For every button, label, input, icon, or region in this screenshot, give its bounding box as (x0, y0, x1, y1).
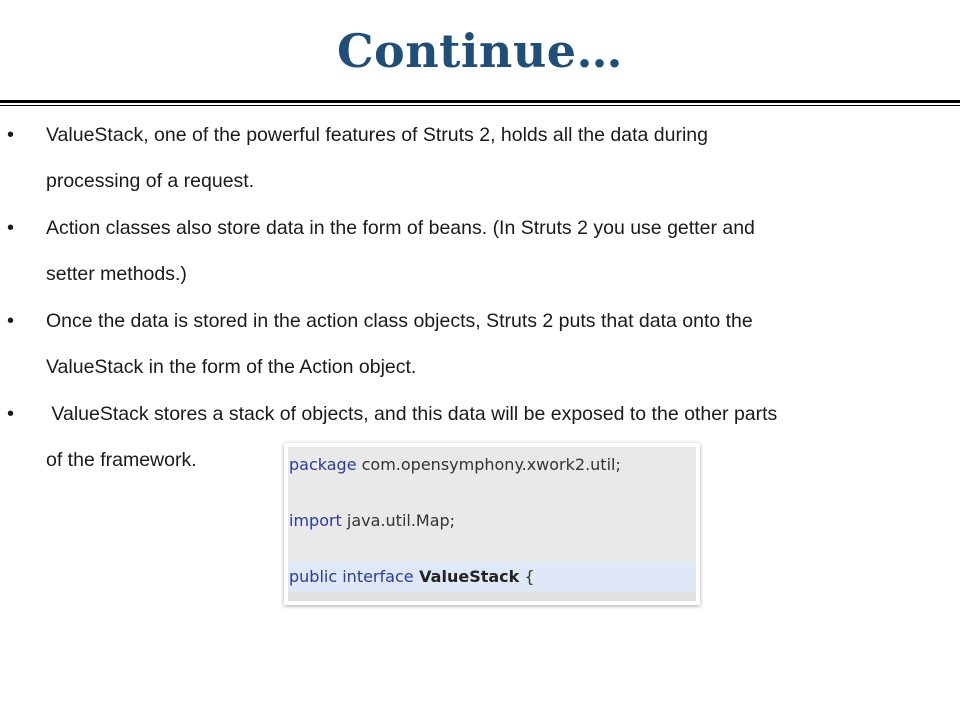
bullet-text-line: of the framework. (46, 449, 197, 471)
code-line-import (288, 506, 696, 536)
bullet-text-line: setter methods.) (46, 263, 187, 285)
title-divider-thick (0, 100, 960, 103)
slide-title: Continue… (336, 24, 624, 78)
code-text: com.opensymphony.xwork2.util; (356, 455, 621, 474)
code-keyword: public interface (289, 567, 414, 586)
bullet-text-line: ValueStack, one of the powerful features of Struts 2, holds all the data during (46, 124, 708, 146)
bullet-text-line: processing of a request. (46, 170, 255, 192)
bullet-dot-icon: • (7, 310, 15, 332)
code-snippet-image (284, 443, 700, 605)
bullet-item-2 (0, 205, 960, 297)
code-scroll-strip (288, 592, 696, 601)
bullet-dot-icon: • (7, 124, 15, 146)
bullet-text-line: ValueStack stores a stack of objects, and this data will be exposed to the other parts (46, 403, 778, 425)
code-text: { (519, 567, 535, 586)
bullet-list (0, 112, 960, 484)
title-divider-thin (0, 105, 960, 106)
bullet-text-line: Action classes also store data in the form of beans. (In Struts 2 you use getter and (46, 217, 755, 239)
bullet-text-line: ValueStack in the form of the Action object. (46, 356, 417, 378)
code-line-interface (288, 562, 696, 592)
bullet-item-1 (0, 112, 960, 204)
bullet-dot-icon: • (7, 217, 15, 239)
code-text: java.util.Map; (341, 511, 456, 530)
code-snippet-panel (288, 447, 696, 601)
code-class-name: ValueStack (413, 567, 520, 586)
code-keyword: import (289, 511, 342, 530)
code-keyword: package (289, 455, 357, 474)
bullet-item-3 (0, 298, 960, 390)
bullet-dot-icon: • (7, 403, 15, 425)
code-line-package (288, 450, 696, 480)
bullet-text-line: Once the data is stored in the action class objects, Struts 2 puts that data onto the (46, 310, 753, 332)
